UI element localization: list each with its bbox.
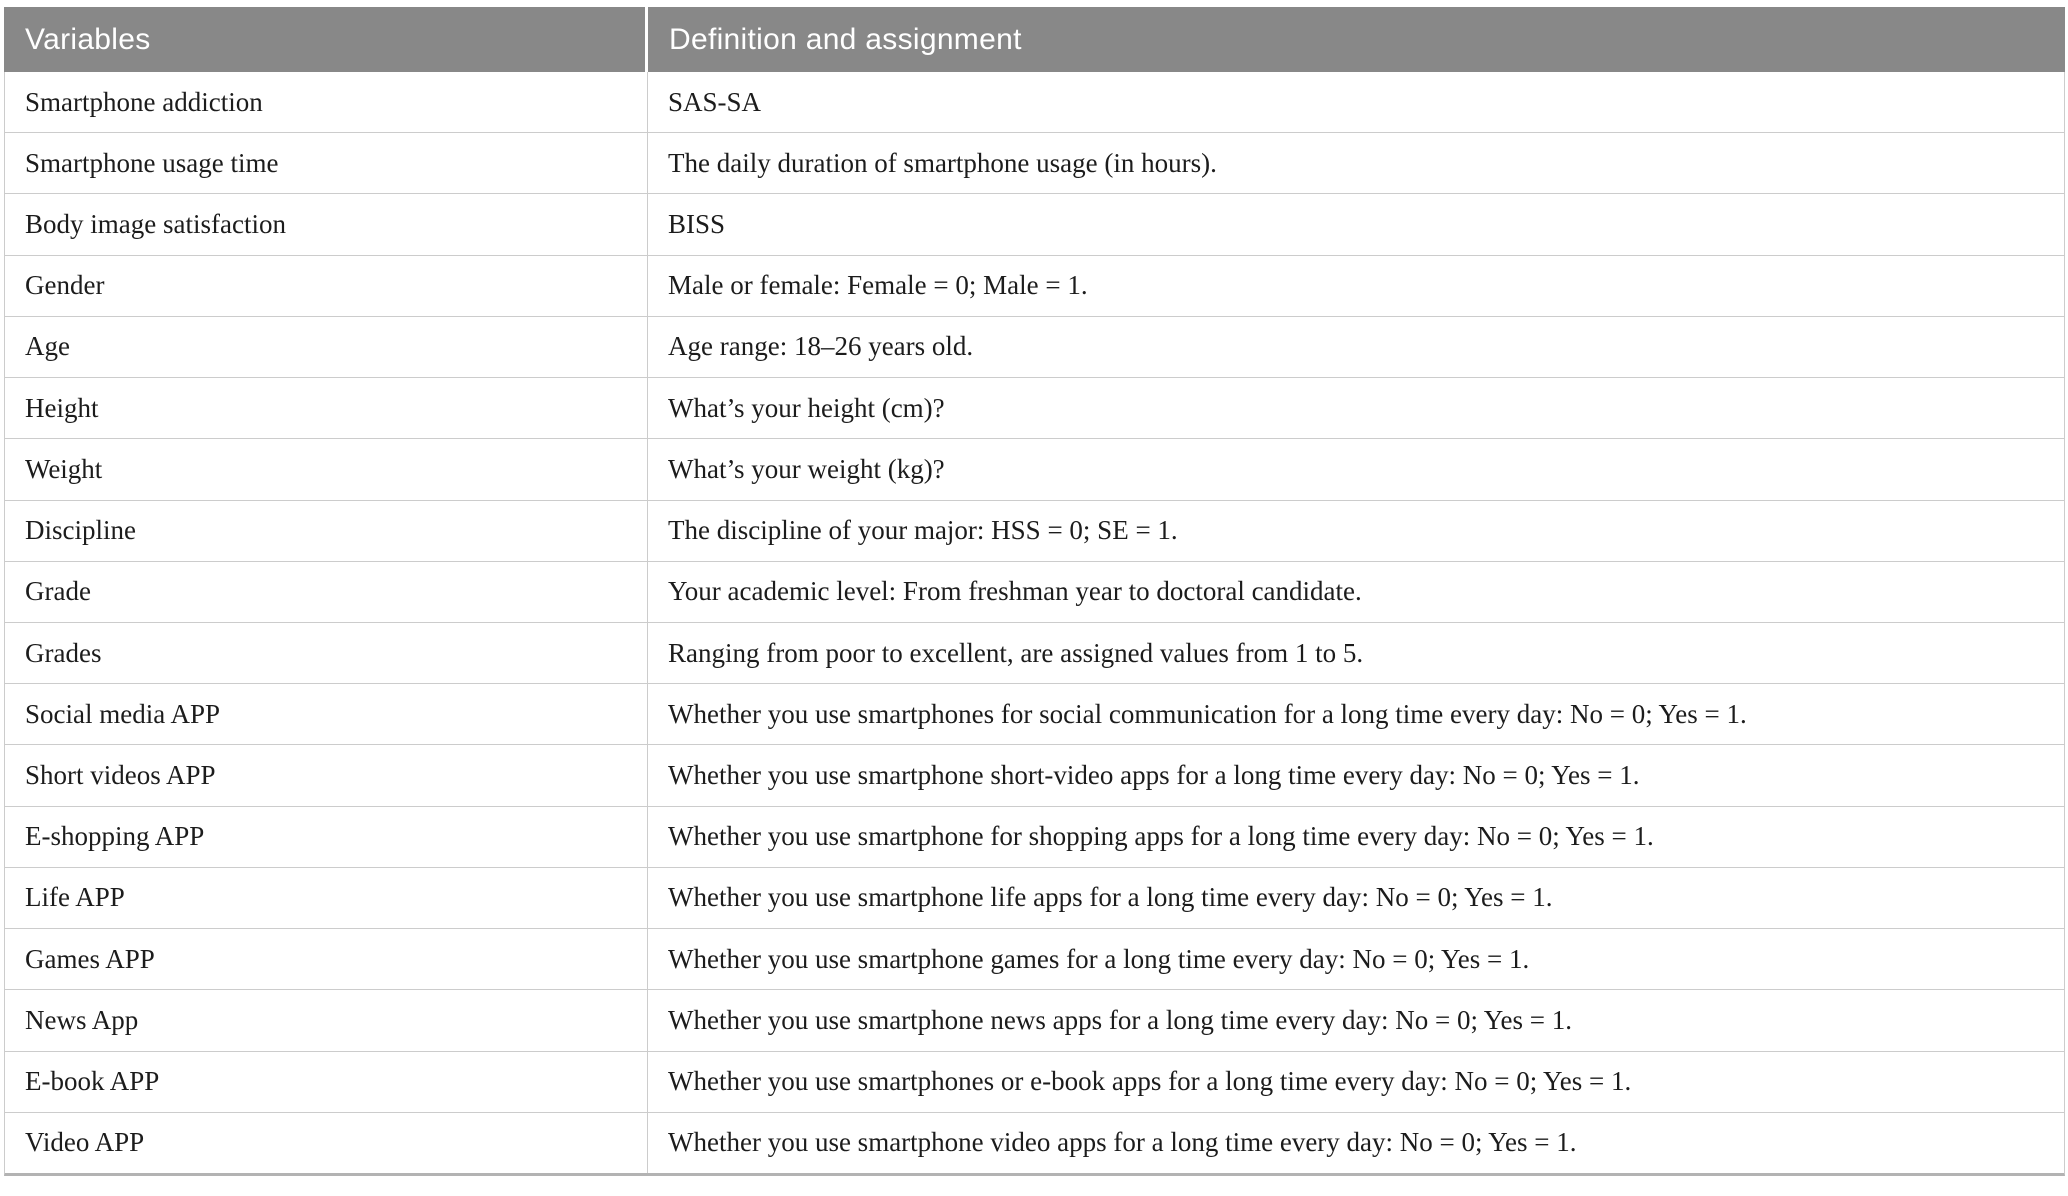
table-row [5, 929, 2064, 990]
table-row [5, 562, 2064, 623]
table-row [5, 1113, 2064, 1173]
variable-cell: E-shopping APP [5, 807, 648, 867]
definition-cell: Whether you use smartphone short-video apps for a long time every day: No = 0; Yes = 1. [668, 760, 1640, 791]
definition-cell: Whether you use smartphones for social communication for a long time every day: No = 0; Yes = 1. [668, 698, 1747, 729]
definition-cell: Male or female: Female = 0; Male = 1. [668, 270, 1088, 301]
definition-cell: Whether you use smartphone games for a long time every day: No = 0; Yes = 1. [668, 943, 1530, 974]
table-row [5, 745, 2064, 806]
variable-cell: Life APP [5, 868, 648, 928]
definition-cell: Age range: 18–26 years old. [668, 331, 974, 362]
definition-cell: Whether you use smartphone news apps for a long time every day: No = 0; Yes = 1. [668, 1004, 1573, 1035]
definition-cell: Whether you use smartphones or e-book apps for a long time every day: No = 0; Yes = 1. [668, 1066, 1632, 1097]
variable-cell: E-book APP [5, 1052, 648, 1112]
table-row [5, 439, 2064, 500]
table-row [5, 501, 2064, 562]
table-row [5, 317, 2064, 378]
variable-cell: Short videos APP [5, 745, 648, 805]
table-header-row [4, 7, 2065, 72]
definition-cell: The daily duration of smartphone usage (in hours). [668, 147, 1217, 178]
definition-cell: What’s your weight (kg)? [668, 453, 945, 484]
definition-cell: BISS [668, 209, 726, 240]
variable-cell: Games APP [5, 929, 648, 989]
table-row [5, 1052, 2064, 1113]
column-header-variables: Variables [4, 7, 645, 72]
table-row [5, 378, 2064, 439]
table-row [5, 868, 2064, 929]
variable-cell: Height [5, 378, 648, 438]
variables-definition-table [4, 7, 2065, 1176]
variable-cell: Weight [5, 439, 648, 499]
table-row [5, 684, 2064, 745]
definition-cell: The discipline of your major: HSS = 0; SE = 1. [668, 515, 1178, 546]
variable-cell: Smartphone addiction [5, 72, 648, 132]
definition-cell: Whether you use smartphone for shopping apps for a long time every day: No = 0; Yes = 1. [668, 821, 1654, 852]
definition-cell: Whether you use smartphone video apps for a long time every day: No = 0; Yes = 1. [668, 1127, 1577, 1158]
variable-cell: News App [5, 990, 648, 1050]
table-row [5, 623, 2064, 684]
definition-cell: Your academic level: From freshman year to doctoral candidate. [668, 576, 1362, 607]
table-row [5, 807, 2064, 868]
definition-cell: SAS-SA [668, 86, 762, 117]
variable-cell: Gender [5, 256, 648, 316]
variable-cell: Age [5, 317, 648, 377]
variable-cell: Grade [5, 562, 648, 622]
variable-cell: Social media APP [5, 684, 648, 744]
table-body [4, 72, 2065, 1176]
table-row [5, 194, 2064, 255]
table-row [5, 256, 2064, 317]
variable-cell: Video APP [5, 1113, 648, 1173]
table-row [5, 72, 2064, 133]
definition-cell: What’s your height (cm)? [668, 392, 945, 423]
column-header-definition: Definition and assignment [648, 7, 2065, 72]
table-row [5, 133, 2064, 194]
variable-cell: Grades [5, 623, 648, 683]
variable-cell: Body image satisfaction [5, 194, 648, 254]
definition-cell: Whether you use smartphone life apps for a long time every day: No = 0; Yes = 1. [668, 882, 1553, 913]
variable-cell: Smartphone usage time [5, 133, 648, 193]
definition-cell: Ranging from poor to excellent, are assigned values from 1 to 5. [668, 637, 1364, 668]
variable-cell: Discipline [5, 501, 648, 561]
table-row [5, 990, 2064, 1051]
